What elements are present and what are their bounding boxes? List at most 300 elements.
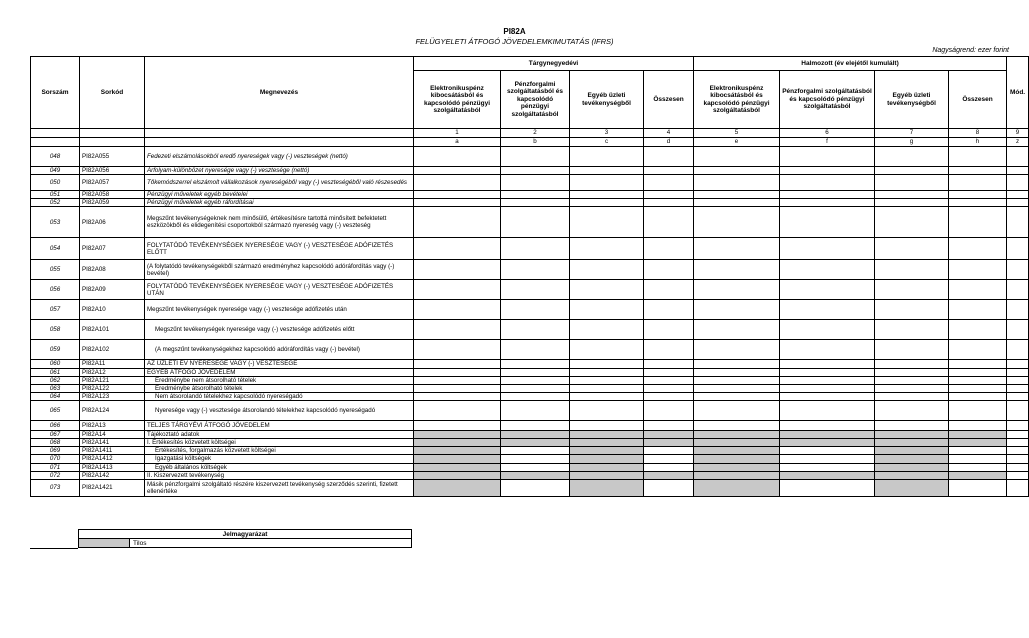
value-cell[interactable] bbox=[501, 320, 570, 340]
value-cell[interactable] bbox=[414, 280, 501, 300]
value-cell bbox=[414, 479, 501, 496]
value-cell[interactable] bbox=[875, 260, 949, 280]
value-cell bbox=[1007, 384, 1029, 392]
value-cell bbox=[875, 471, 949, 479]
value-cell[interactable] bbox=[780, 384, 875, 392]
value-cell[interactable] bbox=[949, 280, 1007, 300]
value-cell[interactable] bbox=[949, 447, 1007, 455]
value-cell[interactable] bbox=[414, 360, 501, 368]
value-cell[interactable] bbox=[501, 260, 570, 280]
value-cell[interactable] bbox=[694, 167, 780, 175]
value-cell[interactable] bbox=[414, 320, 501, 340]
col-number: 2 bbox=[501, 129, 570, 138]
row-code: PI82A055 bbox=[80, 147, 145, 167]
col-letter: a bbox=[414, 138, 501, 147]
row-number: 054 bbox=[31, 238, 80, 260]
row-number: 067 bbox=[31, 431, 80, 439]
value-cell[interactable] bbox=[501, 360, 570, 368]
value-cell[interactable] bbox=[644, 207, 694, 238]
value-cell[interactable] bbox=[780, 207, 875, 238]
value-cell[interactable] bbox=[414, 167, 501, 175]
value-cell[interactable] bbox=[644, 147, 694, 167]
table-row bbox=[31, 421, 1029, 431]
row-code: PI82A10 bbox=[80, 300, 145, 320]
value-cell[interactable] bbox=[570, 280, 644, 300]
value-cell[interactable] bbox=[949, 421, 1007, 431]
value-cell bbox=[875, 479, 949, 496]
value-cell[interactable] bbox=[694, 175, 780, 191]
row-label: Tőkemódszerrel elszámolt vállalkozások nyereségéből vagy (-) veszteségéből való részesedés bbox=[145, 175, 414, 191]
value-cell[interactable] bbox=[644, 447, 694, 455]
table-row bbox=[31, 401, 1029, 421]
row-number: 053 bbox=[31, 207, 80, 238]
value-cell[interactable] bbox=[570, 238, 644, 260]
value-cell[interactable] bbox=[694, 384, 780, 392]
table-row bbox=[31, 199, 1029, 207]
value-cell[interactable] bbox=[949, 238, 1007, 260]
value-cell[interactable] bbox=[501, 300, 570, 320]
value-cell[interactable] bbox=[644, 320, 694, 340]
value-cell[interactable] bbox=[780, 280, 875, 300]
value-cell[interactable] bbox=[949, 167, 1007, 175]
value-cell[interactable] bbox=[501, 421, 570, 431]
value-cell[interactable] bbox=[644, 401, 694, 421]
value-cell[interactable] bbox=[694, 199, 780, 207]
row-label: Igazgatási költségek bbox=[145, 455, 414, 463]
row-code: PI82A1413 bbox=[80, 463, 145, 471]
value-cell[interactable] bbox=[780, 238, 875, 260]
value-cell bbox=[1007, 401, 1029, 421]
value-cell[interactable] bbox=[570, 147, 644, 167]
col-number: 6 bbox=[780, 129, 875, 138]
value-cell[interactable] bbox=[780, 447, 875, 455]
value-cell[interactable] bbox=[949, 260, 1007, 280]
value-cell[interactable] bbox=[501, 191, 570, 199]
col-letter: h bbox=[949, 138, 1007, 147]
value-cell[interactable] bbox=[570, 376, 644, 384]
value-cell[interactable] bbox=[780, 147, 875, 167]
row-code: PI82A09 bbox=[80, 280, 145, 300]
value-cell[interactable] bbox=[570, 421, 644, 431]
value-cell[interactable] bbox=[875, 340, 949, 360]
row-code: PI82A1421 bbox=[80, 479, 145, 496]
col-mod: Mód. bbox=[1007, 57, 1029, 129]
value-cell[interactable] bbox=[780, 260, 875, 280]
col-letter-row bbox=[31, 138, 1029, 147]
value-cell[interactable] bbox=[780, 320, 875, 340]
col-number: 1 bbox=[414, 129, 501, 138]
value-cell[interactable] bbox=[414, 368, 501, 376]
value-cell[interactable] bbox=[694, 300, 780, 320]
value-cell[interactable] bbox=[644, 191, 694, 199]
value-cell[interactable] bbox=[414, 238, 501, 260]
value-cell bbox=[875, 455, 949, 463]
value-cell[interactable] bbox=[414, 401, 501, 421]
value-cell[interactable] bbox=[694, 368, 780, 376]
value-cell[interactable] bbox=[414, 392, 501, 400]
value-cell bbox=[501, 439, 570, 447]
col-group-quarter: Tárgynegyedévi bbox=[414, 57, 694, 71]
value-cell[interactable] bbox=[414, 340, 501, 360]
value-cell[interactable] bbox=[875, 384, 949, 392]
row-code: PI82A122 bbox=[80, 384, 145, 392]
table-row bbox=[31, 471, 1029, 479]
row-code: PI82A142 bbox=[80, 471, 145, 479]
value-cell[interactable] bbox=[875, 147, 949, 167]
value-cell[interactable] bbox=[414, 384, 501, 392]
value-cell[interactable] bbox=[644, 479, 694, 496]
row-code: PI82A07 bbox=[80, 238, 145, 260]
value-cell[interactable] bbox=[949, 320, 1007, 340]
table-row bbox=[31, 191, 1029, 199]
value-cell[interactable] bbox=[694, 147, 780, 167]
value-cell bbox=[1007, 439, 1029, 447]
value-cell[interactable] bbox=[414, 191, 501, 199]
report-code: PI82A bbox=[503, 27, 526, 36]
value-cell[interactable] bbox=[949, 207, 1007, 238]
value-cell bbox=[1007, 147, 1029, 167]
table-row bbox=[31, 479, 1029, 496]
value-cell[interactable] bbox=[694, 207, 780, 238]
value-cell[interactable] bbox=[501, 238, 570, 260]
value-cell bbox=[1007, 207, 1029, 238]
value-cell[interactable] bbox=[949, 175, 1007, 191]
value-cell[interactable] bbox=[570, 207, 644, 238]
legend-title: Jelmagyarázat bbox=[79, 530, 412, 539]
value-cell[interactable] bbox=[570, 175, 644, 191]
col-sub-2: Pénzforgalmi szolgáltatásból és kapcsolódó pénzügyi szolgáltatásból bbox=[501, 71, 570, 129]
row-code: PI82A06 bbox=[80, 207, 145, 238]
value-cell bbox=[1007, 175, 1029, 191]
value-cell[interactable] bbox=[570, 199, 644, 207]
value-cell[interactable] bbox=[780, 191, 875, 199]
value-cell[interactable] bbox=[949, 340, 1007, 360]
value-cell bbox=[949, 471, 1007, 479]
value-cell[interactable] bbox=[694, 340, 780, 360]
table-row bbox=[31, 175, 1029, 191]
row-code: PI82A056 bbox=[80, 167, 145, 175]
row-code: PI82A058 bbox=[80, 191, 145, 199]
value-cell[interactable] bbox=[501, 392, 570, 400]
value-cell bbox=[570, 431, 644, 439]
value-cell[interactable] bbox=[875, 300, 949, 320]
value-cell bbox=[694, 447, 780, 455]
value-cell[interactable] bbox=[694, 238, 780, 260]
row-label: Pénzügyi műveletek egyéb ráfordításai bbox=[145, 199, 414, 207]
col-sub-7: Egyéb üzleti tevékenységből bbox=[875, 71, 949, 129]
value-cell[interactable] bbox=[644, 340, 694, 360]
value-cell[interactable] bbox=[694, 191, 780, 199]
value-cell[interactable] bbox=[644, 280, 694, 300]
value-cell[interactable] bbox=[875, 207, 949, 238]
row-code: PI82A101 bbox=[80, 320, 145, 340]
value-cell[interactable] bbox=[570, 368, 644, 376]
value-cell bbox=[1007, 447, 1029, 455]
value-cell[interactable] bbox=[501, 479, 570, 496]
value-cell[interactable] bbox=[501, 376, 570, 384]
col-letter: f bbox=[780, 138, 875, 147]
row-label: (A folytatódó tevékenységekből származó eredményhez kapcsolódó adóráfordítás vagy (-) bevétel) bbox=[145, 260, 414, 280]
value-cell[interactable] bbox=[949, 147, 1007, 167]
table-row bbox=[31, 300, 1029, 320]
value-cell[interactable] bbox=[780, 368, 875, 376]
value-cell[interactable] bbox=[875, 392, 949, 400]
value-cell[interactable] bbox=[780, 479, 875, 496]
value-cell[interactable] bbox=[644, 238, 694, 260]
value-cell[interactable] bbox=[501, 455, 570, 463]
value-cell[interactable] bbox=[780, 376, 875, 384]
value-cell bbox=[501, 471, 570, 479]
value-cell[interactable] bbox=[694, 260, 780, 280]
value-cell bbox=[780, 439, 875, 447]
col-number: 3 bbox=[570, 129, 644, 138]
value-cell[interactable] bbox=[644, 455, 694, 463]
value-cell[interactable] bbox=[875, 199, 949, 207]
value-cell[interactable] bbox=[570, 300, 644, 320]
value-cell[interactable] bbox=[501, 340, 570, 360]
col-letter: g bbox=[875, 138, 949, 147]
value-cell[interactable] bbox=[875, 421, 949, 431]
value-cell[interactable] bbox=[644, 300, 694, 320]
value-cell[interactable] bbox=[644, 384, 694, 392]
value-cell bbox=[949, 439, 1007, 447]
table-row bbox=[31, 340, 1029, 360]
value-cell[interactable] bbox=[780, 392, 875, 400]
value-cell[interactable] bbox=[780, 463, 875, 471]
value-cell[interactable] bbox=[644, 167, 694, 175]
value-cell[interactable] bbox=[644, 368, 694, 376]
row-code: PI82A13 bbox=[80, 421, 145, 431]
col-letter: b bbox=[501, 138, 570, 147]
value-cell[interactable] bbox=[644, 392, 694, 400]
col-number: 5 bbox=[694, 129, 780, 138]
value-cell bbox=[1007, 260, 1029, 280]
value-cell[interactable] bbox=[644, 199, 694, 207]
value-cell[interactable] bbox=[644, 360, 694, 368]
value-cell[interactable] bbox=[414, 260, 501, 280]
value-cell[interactable] bbox=[875, 320, 949, 340]
col-sub-8: Összesen bbox=[949, 71, 1007, 129]
value-cell bbox=[644, 471, 694, 479]
value-cell bbox=[1007, 300, 1029, 320]
value-cell[interactable] bbox=[949, 455, 1007, 463]
value-cell[interactable] bbox=[570, 191, 644, 199]
value-cell[interactable] bbox=[875, 368, 949, 376]
value-cell[interactable] bbox=[501, 447, 570, 455]
value-cell bbox=[570, 439, 644, 447]
value-cell bbox=[694, 431, 780, 439]
value-cell[interactable] bbox=[780, 360, 875, 368]
table-row bbox=[31, 320, 1029, 340]
value-cell[interactable] bbox=[694, 421, 780, 431]
row-label: Megszűnt tevékenységeknek nem minősülő, értékesítésre tartottá minősített befektetett eszközökből és elidegenítési csoportokból származó nyereség vagy (-) veszteség bbox=[145, 207, 414, 238]
value-cell[interactable] bbox=[949, 401, 1007, 421]
value-cell[interactable] bbox=[570, 384, 644, 392]
value-cell[interactable] bbox=[949, 376, 1007, 384]
row-label: Fedezeti elszámolásokból eredő nyereségek vagy (-) veszteségek (nettó) bbox=[145, 147, 414, 167]
report-title: FELÜGYELETI ÁTFOGÓ JÖVEDELEMKIMUTATÁS (IFRS) bbox=[415, 37, 614, 46]
col-number: 9 bbox=[1007, 129, 1029, 138]
value-cell bbox=[875, 439, 949, 447]
value-cell[interactable] bbox=[694, 320, 780, 340]
row-number: 059 bbox=[31, 340, 80, 360]
col-sorkod: Sorkód bbox=[80, 57, 145, 129]
value-cell[interactable] bbox=[694, 376, 780, 384]
col-sub-3: Egyéb üzleti tevékenységből bbox=[570, 71, 644, 129]
value-cell[interactable] bbox=[570, 360, 644, 368]
value-cell[interactable] bbox=[501, 207, 570, 238]
value-cell[interactable] bbox=[875, 191, 949, 199]
col-megnevezes: Megnevezés bbox=[145, 57, 414, 129]
value-cell[interactable] bbox=[780, 199, 875, 207]
value-cell[interactable] bbox=[501, 368, 570, 376]
value-cell[interactable] bbox=[875, 376, 949, 384]
value-cell[interactable] bbox=[644, 376, 694, 384]
value-cell[interactable] bbox=[501, 401, 570, 421]
value-cell bbox=[1007, 421, 1029, 431]
value-cell[interactable] bbox=[501, 167, 570, 175]
value-cell bbox=[414, 431, 501, 439]
row-number: 071 bbox=[31, 463, 80, 471]
value-cell bbox=[570, 471, 644, 479]
value-cell[interactable] bbox=[570, 167, 644, 175]
value-cell[interactable] bbox=[949, 191, 1007, 199]
value-cell[interactable] bbox=[694, 360, 780, 368]
value-cell bbox=[949, 431, 1007, 439]
value-cell[interactable] bbox=[644, 175, 694, 191]
value-cell[interactable] bbox=[780, 175, 875, 191]
value-cell[interactable] bbox=[949, 463, 1007, 471]
value-cell[interactable] bbox=[875, 280, 949, 300]
value-cell bbox=[875, 431, 949, 439]
row-code: PI82A141 bbox=[80, 439, 145, 447]
legend-label: Tilos bbox=[130, 539, 412, 548]
row-label: Eredménybe nem átsorolható tételek bbox=[145, 376, 414, 384]
value-cell[interactable] bbox=[949, 384, 1007, 392]
row-label: FOLYTATÓDÓ TEVÉKENYSÉGEK NYERESÉGE VAGY (-) VESZTESÉGE ADÓFIZETÉS UTÁN bbox=[145, 280, 414, 300]
col-sub-5: Elektronikuspénz kibocsátásból és kapcsolódó pénzügyi szolgáltatásból bbox=[694, 71, 780, 129]
value-cell[interactable] bbox=[501, 280, 570, 300]
value-cell bbox=[1007, 340, 1029, 360]
value-cell[interactable] bbox=[570, 340, 644, 360]
value-cell[interactable] bbox=[694, 392, 780, 400]
row-number: 050 bbox=[31, 175, 80, 191]
value-cell[interactable] bbox=[501, 463, 570, 471]
value-cell[interactable] bbox=[875, 238, 949, 260]
row-code: PI82A102 bbox=[80, 340, 145, 360]
value-cell[interactable] bbox=[570, 320, 644, 340]
value-cell[interactable] bbox=[570, 392, 644, 400]
value-cell[interactable] bbox=[949, 368, 1007, 376]
value-cell[interactable] bbox=[501, 199, 570, 207]
value-cell bbox=[780, 431, 875, 439]
value-cell[interactable] bbox=[644, 421, 694, 431]
col-letter: z bbox=[1007, 138, 1029, 147]
value-cell[interactable] bbox=[949, 300, 1007, 320]
value-cell[interactable] bbox=[694, 401, 780, 421]
value-cell bbox=[414, 463, 501, 471]
value-cell[interactable] bbox=[414, 207, 501, 238]
value-cell[interactable] bbox=[949, 392, 1007, 400]
value-cell[interactable] bbox=[875, 175, 949, 191]
value-cell[interactable] bbox=[414, 175, 501, 191]
row-label: TELJES TÁRGYÉVI ÁTFOGÓ JÖVEDELEM bbox=[145, 421, 414, 431]
row-code: PI82A059 bbox=[80, 199, 145, 207]
value-cell[interactable] bbox=[414, 421, 501, 431]
value-cell bbox=[875, 447, 949, 455]
value-cell[interactable] bbox=[780, 340, 875, 360]
value-cell bbox=[1007, 392, 1029, 400]
value-cell bbox=[414, 447, 501, 455]
table-row bbox=[31, 280, 1029, 300]
table-row bbox=[31, 455, 1029, 463]
col-group-cumulative: Halmozott (év elejétől kumulált) bbox=[694, 57, 1007, 71]
value-cell[interactable] bbox=[780, 300, 875, 320]
value-cell[interactable] bbox=[501, 384, 570, 392]
value-cell[interactable] bbox=[949, 199, 1007, 207]
value-cell bbox=[644, 439, 694, 447]
value-cell bbox=[1007, 368, 1029, 376]
col-letter: d bbox=[644, 138, 694, 147]
value-cell[interactable] bbox=[414, 376, 501, 384]
col-number-row bbox=[31, 129, 1029, 138]
table-row bbox=[31, 384, 1029, 392]
value-cell[interactable] bbox=[875, 167, 949, 175]
value-cell[interactable] bbox=[780, 401, 875, 421]
value-cell bbox=[570, 463, 644, 471]
value-cell[interactable] bbox=[949, 479, 1007, 496]
col-number: 4 bbox=[644, 129, 694, 138]
value-cell bbox=[1007, 376, 1029, 384]
value-cell[interactable] bbox=[694, 280, 780, 300]
value-cell[interactable] bbox=[780, 167, 875, 175]
value-cell[interactable] bbox=[570, 401, 644, 421]
value-cell[interactable] bbox=[414, 300, 501, 320]
report-table bbox=[30, 56, 1029, 497]
value-cell[interactable] bbox=[780, 421, 875, 431]
value-cell bbox=[414, 439, 501, 447]
value-cell bbox=[875, 463, 949, 471]
col-sorszam: Sorszám bbox=[31, 57, 80, 129]
value-cell bbox=[1007, 471, 1029, 479]
row-code: PI82A124 bbox=[80, 401, 145, 421]
value-cell[interactable] bbox=[949, 360, 1007, 368]
value-cell[interactable] bbox=[644, 463, 694, 471]
value-cell bbox=[570, 455, 644, 463]
row-number: 070 bbox=[31, 455, 80, 463]
value-cell[interactable] bbox=[875, 401, 949, 421]
value-cell[interactable] bbox=[501, 175, 570, 191]
value-cell[interactable] bbox=[501, 147, 570, 167]
row-code: PI82A123 bbox=[80, 392, 145, 400]
table-row bbox=[31, 207, 1029, 238]
value-cell[interactable] bbox=[414, 147, 501, 167]
row-number: 072 bbox=[31, 471, 80, 479]
table-row bbox=[31, 392, 1029, 400]
row-label: II. Kiszervezett tevékenység bbox=[145, 471, 414, 479]
value-cell[interactable] bbox=[414, 199, 501, 207]
value-cell[interactable] bbox=[780, 455, 875, 463]
value-cell[interactable] bbox=[570, 260, 644, 280]
row-number: 062 bbox=[31, 376, 80, 384]
unit-note: Nagyságrend: ezer forint bbox=[932, 47, 1009, 54]
legend bbox=[78, 529, 412, 548]
row-code: PI82A12 bbox=[80, 368, 145, 376]
value-cell[interactable] bbox=[875, 360, 949, 368]
value-cell bbox=[501, 431, 570, 439]
value-cell[interactable] bbox=[644, 260, 694, 280]
table-row bbox=[31, 463, 1029, 471]
